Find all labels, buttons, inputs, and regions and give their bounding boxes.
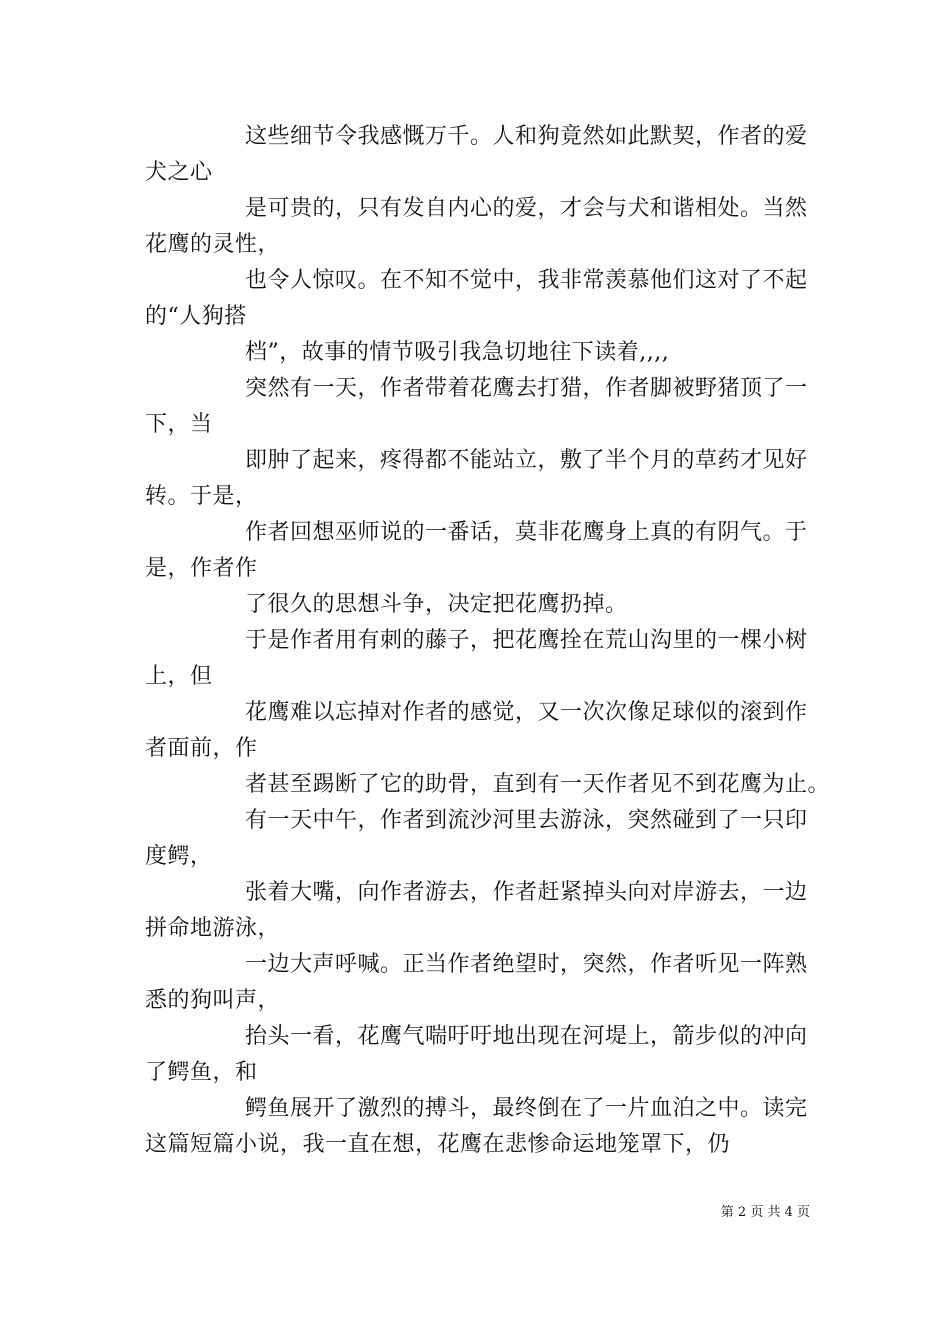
text-line: 拼命地游泳， — [145, 916, 281, 941]
text-line: 犬之心 — [145, 160, 213, 185]
text-line: 了鳄鱼，和 — [145, 1060, 258, 1085]
text-line: 的“人狗搭 — [145, 304, 247, 329]
text-line: 鳄鱼展开了激烈的搏斗，最终倒在了一片血泊之中。读完 — [245, 1096, 808, 1121]
text-line: 一边大声呼喊。正当作者绝望时，突然，作者听见一阵熟 — [245, 952, 808, 977]
text-line: 这篇短篇小说，我一直在想，花鹰在悲惨命运地笼罩下，仍 — [145, 1132, 731, 1157]
text-line: 花鹰难以忘掉对作者的感觉，又一次次像足球似的滚到作 — [245, 700, 808, 725]
text-line: 这些细节令我感慨万千。人和狗竟然如此默契，作者的爱 — [245, 124, 808, 149]
text-line: 作者回想巫师说的一番话，莫非花鹰身上真的有阴气。于 — [245, 520, 808, 545]
text-line: 者甚至踢断了它的助骨，直到有一天作者见不到花鹰为止。 — [245, 772, 831, 797]
text-line: 度鳄， — [145, 844, 213, 869]
text-line: 转。于是， — [145, 484, 258, 509]
text-line: 抬头一看，花鹰气喘吁吁地出现在河堤上，箭步似的冲向 — [245, 1024, 808, 1049]
text-line: 张着大嘴，向作者游去，作者赶紧掉头向对岸游去，一边 — [245, 880, 808, 905]
text-line: 也令人惊叹。在不知不觉中，我非常羡慕他们这对了不起 — [245, 268, 808, 293]
text-line: 花鹰的灵性， — [145, 232, 281, 257]
text-line: 下，当 — [145, 412, 213, 437]
page-number-footer: 第 2 页 共 4 页 — [720, 1205, 810, 1220]
text-line: 是，作者作 — [145, 556, 258, 581]
text-line: 有一天中午，作者到流沙河里去游泳，突然碰到了一只印 — [245, 808, 808, 833]
text-line: 了很久的思想斗争，决定把花鹰扔掉。 — [245, 592, 628, 617]
text-line: 突然有一天，作者带着花鹰去打猎，作者脚被野猪顶了一 — [245, 376, 808, 401]
text-line: 是可贵的，只有发自内心的爱，才会与犬和谐相处。当然 — [245, 196, 808, 221]
text-line: 者面前，作 — [145, 736, 258, 761]
text-line: 于是作者用有刺的藤子，把花鹰拴在荒山沟里的一棵小树 — [245, 628, 808, 653]
body-text — [145, 119, 831, 1163]
text-line: 悉的狗叫声， — [145, 988, 281, 1013]
text-line: 即肿了起来，疼得都不能站立，敷了半个月的草药才见好 — [245, 448, 808, 473]
text-line: 档”，故事的情节吸引我急切地往下读着,,,, — [245, 340, 670, 365]
text-line: 上，但 — [145, 664, 213, 689]
